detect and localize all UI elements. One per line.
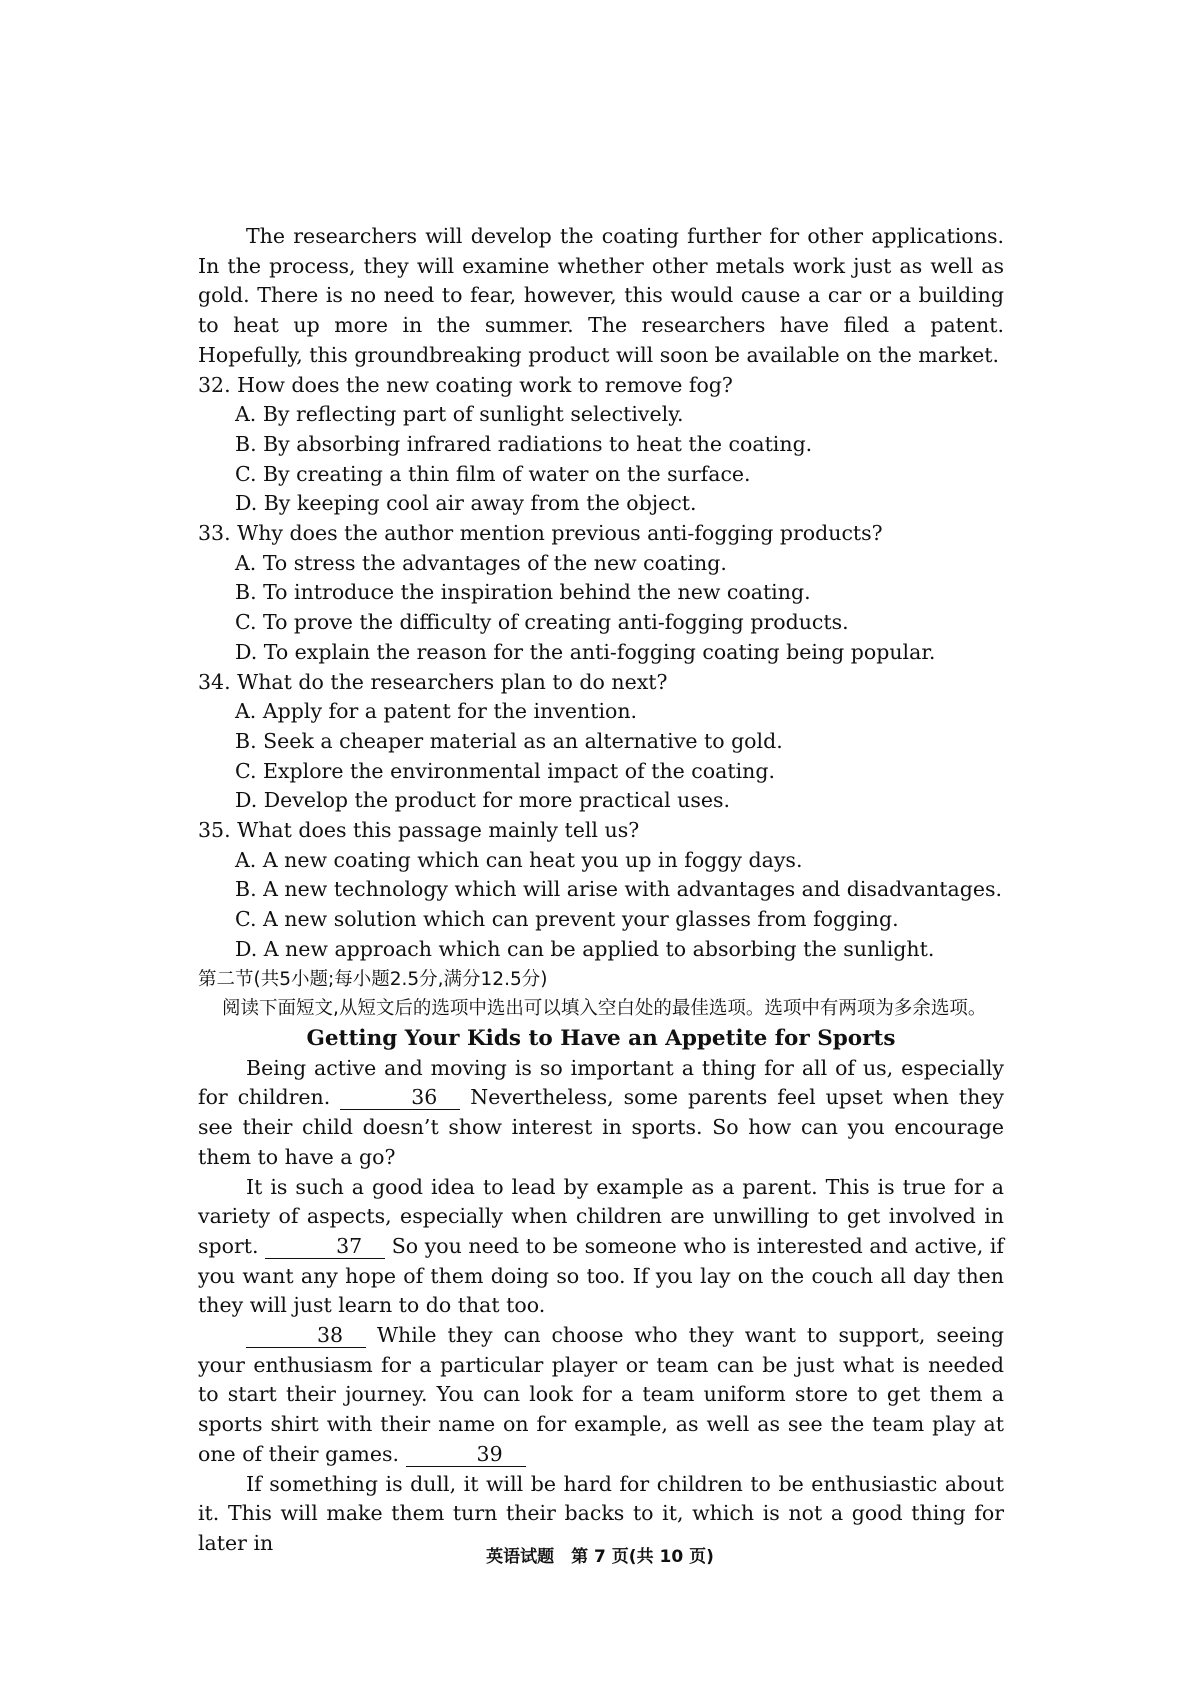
article-title: Getting Your Kids to Have an Appetite for Sports	[306, 1025, 896, 1051]
paragraph-text: Being active and moving is so important a thing for all of us, especially for children.	[198, 1055, 1004, 1110]
exam-page	[198, 222, 1004, 1559]
option-a: A. A new coating which can heat you up in foggy days.	[235, 847, 803, 872]
blank-36: 36	[340, 1085, 460, 1110]
question-stem: 35. What does this passage mainly tell us?	[198, 818, 640, 843]
option-d: D. To explain the reason for the anti-fogging coating being popular.	[235, 639, 936, 664]
option-d: D. A new approach which can be applied to absorbing the sunlight.	[235, 936, 935, 961]
paragraph-text: It is such a good idea to lead by example as a parent. This is true for a variety of aspects, especially when children are unwilling to get involved in sport.	[198, 1174, 1004, 1258]
option-b: B. A new technology which will arise with advantages and disadvantages.	[235, 877, 1003, 902]
article-paragraph-4: If something is dull, it will be hard for children to be enthusiastic about it. This will make them turn their backs to it, which is not a good thing for later in	[198, 1471, 1004, 1555]
article-paragraph-2	[198, 1173, 1004, 1322]
question-stem: 33. Why does the author mention previous anti-fogging products?	[198, 521, 883, 546]
passage-ending-paragraph: The researchers will develop the coating further for other applications. In the process, they will examine whether other metals work just as well as gold. There is no need to fear, however, this would cause a car or a building to heat up more in the summer. The researchers have filed a patent. Hopefully, this groundbreaking product will soon be available on the market.	[198, 224, 1004, 367]
option-b: B. To introduce the inspiration behind the new coating.	[235, 580, 811, 605]
option-c: C. To prove the difficulty of creating anti-fogging products.	[235, 610, 849, 635]
option-a: A. To stress the advantages of the new coating.	[235, 550, 727, 575]
section-heading: 第二节(共5小题;每小题2.5分,满分12.5分)	[198, 968, 548, 990]
option-a: A. Apply for a patent for the invention.	[235, 699, 638, 724]
blank-39: 39	[406, 1442, 526, 1467]
article-paragraph-3	[198, 1321, 1004, 1470]
option-d: D. Develop the product for more practical uses.	[235, 788, 731, 813]
paragraph-text: Nevertheless, some parents feel upset when they see their child doesn’t show interest in sports. So how can you encourage them to have a go?	[198, 1085, 1004, 1169]
option-c: C. By creating a thin film of water on the surface.	[235, 461, 751, 486]
question-32	[198, 371, 1004, 520]
question-stem: 32. How does the new coating work to remove fog?	[198, 372, 733, 397]
option-b: B. Seek a cheaper material as an alternative to gold.	[235, 728, 783, 753]
article-paragraph-1	[198, 1054, 1004, 1173]
paragraph-text: While they can choose who they want to support, seeing your enthusiasm for a particular player or team can be just what is needed to start their journey. You can look for a team uniform store to get them a sports shirt with their name on for example, as well as see the team play at one of their games.	[198, 1323, 1004, 1466]
blank-37: 37	[265, 1234, 385, 1259]
option-b: B. By absorbing infrared radiations to heat the coating.	[235, 431, 813, 456]
blank-38: 38	[246, 1323, 366, 1348]
question-34	[198, 668, 1004, 817]
paragraph-text: So you need to be someone who is interested and active, if you want any hope of them doing so too. If you lay on the couch all day then they will just learn to do that too.	[198, 1233, 1004, 1318]
option-c: C. A new solution which can prevent your glasses from fogging.	[235, 907, 899, 932]
option-a: A. By reflecting part of sunlight selectively.	[235, 402, 684, 427]
question-33	[198, 519, 1004, 668]
option-c: C. Explore the environmental impact of the coating.	[235, 758, 775, 783]
question-stem: 34. What do the researchers plan to do next?	[198, 669, 668, 694]
section-instructions: 阅读下面短文,从短文后的选项中选出可以填入空白处的最佳选项。选项中有两项为多余选项。	[222, 998, 987, 1020]
page-footer: 英语试题 第 7 页(共 10 页)	[486, 1547, 714, 1567]
question-35	[198, 816, 1004, 965]
option-d: D. By keeping cool air away from the object.	[235, 491, 697, 516]
